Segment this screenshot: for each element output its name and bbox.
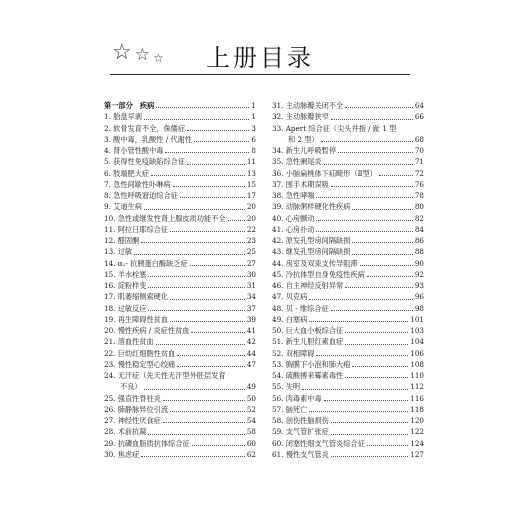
toc-entry-page-number: 17 (246, 191, 256, 200)
toc-entry-title: 40. 心房颤动 (272, 213, 315, 223)
dot-leader (321, 141, 413, 142)
toc-entry-title: 17. 肌萎缩侧索硬化 (104, 292, 169, 302)
toc-entry (104, 145, 256, 156)
toc-entry (104, 179, 256, 190)
toc-entry (104, 291, 256, 302)
table-of-contents (104, 100, 424, 515)
toc-right-column (272, 100, 424, 515)
toc-entry (104, 404, 256, 415)
toc-entry-title: 30. 焦虑症 (104, 449, 140, 459)
toc-entry (104, 246, 256, 257)
toc-entry-title: 39. 动脉粥样硬化性疾病 (272, 202, 351, 212)
toc-entry-title: 25. 强直性脊柱炎 (104, 393, 161, 403)
toc-entry-page-number: 96 (414, 292, 424, 302)
toc-entry (104, 370, 256, 381)
toc-entry-page-number: 70 (414, 146, 424, 155)
toc-entry-title: 1. 胎盘早剥 (104, 112, 142, 122)
toc-entry-page-number: 72 (414, 168, 424, 178)
toc-entry-title: 42. 原发孔型房间隔缺损 (272, 236, 351, 245)
toc-entry-title: 14. α₁- 抗胰蛋白酶缺乏症 (104, 258, 188, 268)
toc-entry-page-number: 3 (251, 123, 256, 133)
toc-entry (272, 280, 424, 291)
toc-entry (104, 280, 256, 291)
toc-entry-page-number: 44 (246, 348, 256, 358)
dot-leader (165, 152, 249, 153)
toc-entry (104, 156, 256, 167)
dot-leader (331, 422, 408, 423)
toc-entry-title: 56. 肉毒素中毒 (272, 393, 322, 403)
dot-leader (345, 377, 408, 378)
toc-entry-title: 59. 支气管扩张症 (272, 427, 329, 437)
toc-entry-page-number: 22 (246, 224, 256, 234)
toc-entry-title: 53. 胸膜下小泡和肺大疱 (272, 359, 351, 369)
dot-leader (324, 164, 413, 165)
toc-entry (272, 426, 424, 437)
star-small-icon: ☆ (152, 51, 164, 65)
dot-leader (345, 287, 413, 288)
toc-entry-title: 48. 贝 - 维综合征 (272, 303, 329, 313)
dot-leader (345, 107, 413, 108)
toc-entry (272, 201, 424, 212)
toc-entry (272, 291, 424, 302)
toc-entry-title: 57. 脑死亡 (272, 404, 308, 414)
toc-entry-page-number: 39 (246, 314, 256, 324)
toc-entry-page-number: 11 (246, 157, 256, 167)
dot-leader (309, 299, 413, 300)
toc-entry (272, 438, 424, 449)
toc-entry-page-number: 15 (246, 179, 256, 189)
dot-leader (345, 344, 408, 345)
toc-entry-title: 60. 闭塞性细支气管炎综合征 (272, 438, 365, 448)
toc-entry (104, 258, 256, 269)
toc-entry-title: 2. 软骨发育不全，侏儒症 (104, 123, 186, 133)
toc-entry-page-number: 47 (246, 359, 256, 369)
dot-leader (170, 231, 245, 232)
toc-entry (272, 336, 424, 347)
toc-entry-page-number: 78 (414, 191, 424, 200)
toc-entry-page-number: 108 (410, 359, 424, 369)
toc-entry (272, 381, 424, 392)
toc-entry (104, 201, 256, 212)
toc-entry-page-number: 90 (414, 258, 424, 268)
toc-entry-title: 51. 新生儿胆红素血症 (272, 337, 344, 347)
toc-entry (272, 393, 424, 404)
toc-entry-title: 23. 慢性稳定型心绞痛 (104, 359, 176, 369)
toc-entry-page-number: 13 (246, 168, 256, 178)
dot-leader (170, 299, 245, 300)
toc-entry-title: 11. 阿拉日耶综合征 (104, 224, 169, 234)
toc-entry-page-number: 8 (251, 146, 256, 155)
toc-entry (272, 190, 424, 201)
dot-leader (316, 220, 412, 221)
toc-entry (104, 303, 256, 314)
dot-leader (187, 130, 249, 131)
toc-entry (104, 213, 256, 224)
dot-leader (156, 344, 245, 345)
toc-entry-title: 26. 肺静脉异位引流 (104, 404, 169, 414)
toc-entry-page-number: 54 (246, 416, 256, 425)
toc-entry-page-number: 124 (410, 438, 424, 448)
toc-entry (272, 134, 424, 145)
toc-entry-page-number: 93 (414, 281, 424, 290)
toc-entry-title: 13. 过敏 (104, 247, 133, 257)
toc-entry-page-number: 23 (246, 236, 256, 245)
dot-leader (194, 141, 249, 142)
toc-entry-title: 第一部分 疾病 (104, 101, 155, 110)
toc-entry-title: 50. 巨大血小板综合征 (272, 326, 344, 335)
toc-entry-page-number: 103 (410, 326, 424, 335)
dot-leader (309, 321, 408, 322)
toc-entry (104, 438, 256, 449)
dot-leader (309, 411, 408, 412)
toc-entry-page-number: 49 (246, 382, 256, 392)
title-underline (110, 74, 410, 75)
dot-leader (352, 366, 408, 367)
toc-entry-page-number: 41 (246, 326, 256, 335)
dot-leader (190, 265, 245, 266)
dot-leader (331, 434, 408, 435)
toc-entry-title: 31. 主动脉瓣关闭不全 (272, 101, 344, 110)
toc-entry-page-number: 106 (410, 348, 424, 358)
toc-entry-title: 38. 急性哮喘 (272, 191, 315, 200)
toc-entry (272, 145, 424, 156)
toc-entry (272, 156, 424, 167)
toc-entry-page-number: 42 (246, 337, 256, 347)
toc-entry-title: 和 2 型） (288, 134, 319, 144)
toc-entry-title: 16. 淀粉样变 (104, 281, 147, 290)
toc-entry-title: 36. 小脑扁桃体下疝畸形（Ⅱ型） (272, 168, 377, 178)
dot-leader (144, 389, 245, 390)
toc-entry-title: 37. 围手术期误吸 (272, 179, 329, 189)
toc-entry-title: 34. 新生儿呼吸暂停 (272, 146, 337, 155)
toc-entry-page-number: 52 (246, 404, 256, 414)
toc-entry-title: 28. 术前抗凝 (104, 427, 147, 437)
toc-entry-page-number: 86 (414, 236, 424, 245)
toc-entry (272, 449, 424, 460)
dot-leader (360, 265, 413, 266)
toc-entry-page-number: 112 (410, 382, 424, 392)
toc-entry-title: 22. 巨幼红细胞性贫血 (104, 348, 176, 358)
toc-entry-title: 18. 过敏反应 (104, 303, 147, 313)
toc-entry (104, 314, 256, 325)
toc-entry-title: 35. 急性阑尾炎 (272, 157, 322, 167)
dot-leader (379, 175, 413, 176)
toc-entry-title: 41. 心房扑动 (272, 224, 315, 234)
dot-leader (192, 445, 245, 446)
dot-leader (324, 400, 409, 401)
toc-entry-page-number: 31 (246, 281, 256, 290)
toc-entry (272, 348, 424, 359)
dot-leader (148, 276, 244, 277)
toc-entry (104, 393, 256, 404)
toc-entry (272, 235, 424, 246)
toc-entry-page-number: 50 (246, 393, 256, 403)
toc-entry-title: 10. 急性或继发性肾上腺皮质功能不全 (104, 213, 226, 223)
dot-leader (352, 209, 412, 210)
star-medium-icon: ☆ (134, 45, 150, 65)
toc-entry (104, 415, 256, 426)
toc-entry-page-number: 71 (414, 157, 424, 167)
toc-entry (272, 359, 424, 370)
dot-leader (170, 411, 245, 412)
dot-leader (316, 197, 412, 198)
toc-entry (104, 100, 256, 111)
toc-entry-title: 52. 双相障碍 (272, 348, 315, 358)
toc-entry (272, 100, 424, 111)
toc-entry-page-number: 110 (410, 371, 424, 380)
toc-entry-title: 7. 急性间歇性卟啉病 (104, 179, 171, 189)
dot-leader (338, 152, 413, 153)
toc-entry-page-number: 76 (414, 179, 424, 189)
toc-entry-page-number: 66 (414, 112, 424, 122)
toc-entry (272, 123, 424, 134)
dot-leader (177, 355, 245, 356)
toc-entry (272, 303, 424, 314)
toc-entry (104, 449, 256, 460)
toc-entry-page-number: 101 (410, 314, 424, 324)
toc-entry (104, 235, 256, 246)
toc-entry-title: 47. 贝克病 (272, 292, 308, 302)
toc-entry (272, 314, 424, 325)
toc-entry (272, 404, 424, 415)
dot-leader (352, 254, 412, 255)
dot-leader (170, 321, 245, 322)
toc-entry-page-number: 25 (246, 247, 256, 257)
toc-entry-title: 55. 失明 (272, 382, 301, 392)
page-title: 上册目录 (206, 44, 314, 72)
dot-leader (316, 231, 412, 232)
toc-entry (104, 168, 256, 179)
toc-entry-title: 33. Apert 综合征（尖头并指 / 趾 1 型 (272, 123, 397, 133)
toc-entry-page-number: 82 (414, 213, 424, 223)
toc-entry (272, 168, 424, 179)
toc-entry-page-number: 120 (410, 416, 424, 425)
toc-entry (104, 325, 256, 336)
dot-leader (148, 287, 244, 288)
toc-entry-page-number: 62 (246, 449, 256, 459)
toc-entry-page-number: 1 (251, 112, 256, 122)
dot-leader (331, 119, 413, 120)
toc-entry-title: 46. 自主神经反射异常 (272, 281, 344, 290)
toc-entry (104, 111, 256, 122)
dot-leader (173, 186, 245, 187)
dot-leader (177, 366, 245, 367)
toc-entry (272, 269, 424, 280)
toc-entry-title: 43. 继发孔型房间隔缺损 (272, 247, 351, 257)
toc-entry-title: 58. 创伤性脑损伤 (272, 416, 329, 425)
toc-entry-title: 24. 无汗症（先天性无汗型外胚层发育 (104, 371, 226, 380)
dot-leader (163, 422, 245, 423)
toc-entry-page-number: 104 (410, 337, 424, 347)
dot-leader (151, 175, 245, 176)
dot-leader (331, 310, 413, 311)
dot-leader (331, 186, 413, 187)
toc-entry (104, 336, 256, 347)
toc-entry-title: 5. 获得性免疫缺陷综合征 (104, 157, 186, 167)
toc-entry (272, 246, 424, 257)
dot-leader (144, 209, 245, 210)
toc-entry-page-number: 60 (246, 438, 256, 448)
toc-entry (104, 381, 256, 392)
toc-entry-page-number: 64 (414, 101, 424, 110)
star-large-icon: ☆ (112, 40, 132, 65)
toc-entry-title: 29. 抗磷血脂质抗体综合征 (104, 438, 190, 448)
toc-entry-title: 9. 艾迪生病 (104, 202, 142, 212)
dot-leader (367, 276, 413, 277)
toc-entry (104, 190, 256, 201)
dot-leader (141, 242, 245, 243)
toc-entry-page-number: 37 (246, 303, 256, 313)
toc-entry-title: 44. 房室及双束支传导阻滞 (272, 258, 358, 268)
toc-entry-title: 21. 溶血性贫血 (104, 337, 154, 347)
toc-entry (272, 258, 424, 269)
toc-entry-title: 61. 慢性支气管炎 (272, 449, 329, 459)
toc-entry (104, 134, 256, 145)
toc-entry (272, 325, 424, 336)
toc-entry-page-number: 88 (414, 247, 424, 257)
toc-entry-page-number: 116 (410, 393, 424, 403)
dot-leader (316, 355, 408, 356)
dot-leader (144, 119, 250, 120)
toc-entry-title: 4. 肾小管性酸中毒 (104, 146, 164, 155)
dot-leader (331, 456, 408, 457)
dot-leader (345, 332, 408, 333)
toc-entry (104, 269, 256, 280)
toc-entry-page-number: 127 (410, 449, 424, 459)
toc-entry-page-number: 20 (246, 202, 256, 212)
toc-entry-page-number: 98 (414, 303, 424, 313)
toc-entry-title: 不良） (120, 382, 142, 392)
toc-entry-page-number: 6 (251, 134, 256, 144)
page-header (0, 28, 520, 84)
toc-left-column (104, 100, 256, 515)
dot-leader (134, 254, 245, 255)
toc-entry-page-number: 80 (414, 202, 424, 212)
toc-entry (104, 348, 256, 359)
toc-entry-page-number: 34 (246, 292, 256, 302)
toc-entry-title: 32. 主动脉瓣狭窄 (272, 112, 329, 122)
toc-entry-title: 6. 肢端肥大症 (104, 168, 150, 178)
toc-entry-title: 12. 醛固酮 (104, 236, 140, 245)
toc-entry-page-number: 84 (414, 224, 424, 234)
toc-entry-title: 15. 羊水栓塞 (104, 269, 147, 279)
dot-leader (180, 197, 245, 198)
toc-entry-page-number: 68 (414, 134, 424, 144)
toc-entry-page-number: 122 (410, 427, 424, 437)
dot-leader (148, 310, 244, 311)
dot-leader (156, 107, 249, 108)
toc-entry (272, 370, 424, 381)
toc-entry-title: 3. 酸中毒，乳酸性 / 代谢性 (104, 134, 193, 144)
dot-leader (141, 456, 245, 457)
toc-entry (272, 415, 424, 426)
dot-leader (163, 400, 245, 401)
dot-leader (228, 220, 245, 221)
dot-leader (367, 445, 409, 446)
dot-leader (302, 389, 408, 390)
toc-entry (104, 359, 256, 370)
toc-entry-page-number: 1 (251, 101, 256, 110)
toc-entry (272, 179, 424, 190)
toc-entry-title: 27. 神经性厌食症 (104, 416, 161, 425)
toc-entry-page-number: 118 (410, 404, 424, 414)
toc-entry (104, 224, 256, 235)
toc-entry-title: 8. 急性呼吸窘迫综合征 (104, 191, 178, 200)
toc-entry (272, 224, 424, 235)
dot-leader (352, 242, 412, 243)
toc-entry (104, 426, 256, 437)
dot-leader (187, 164, 245, 165)
toc-entry-title: 20. 慢性疾病 / 炎症性贫血 (104, 326, 190, 335)
toc-entry-page-number: 27 (246, 258, 256, 268)
toc-entry (104, 123, 256, 134)
toc-entry-page-number: 58 (246, 427, 256, 437)
dot-leader (191, 332, 244, 333)
toc-entry-page-number: 92 (414, 269, 424, 279)
toc-entry-title: 45. 冷抗体型自身免疫性疾病 (272, 269, 365, 279)
dot-leader (148, 434, 244, 435)
toc-entry-title: 19. 再生障碍性贫血 (104, 314, 169, 324)
toc-entry-title: 54. 硫酸搏来霉素毒性 (272, 371, 344, 380)
toc-entry (272, 111, 424, 122)
toc-entry-title: 49. 白塞病 (272, 314, 308, 324)
toc-entry (272, 213, 424, 224)
toc-entry-page-number: 30 (246, 269, 256, 279)
toc-entry-page-number: 20 (246, 213, 256, 223)
